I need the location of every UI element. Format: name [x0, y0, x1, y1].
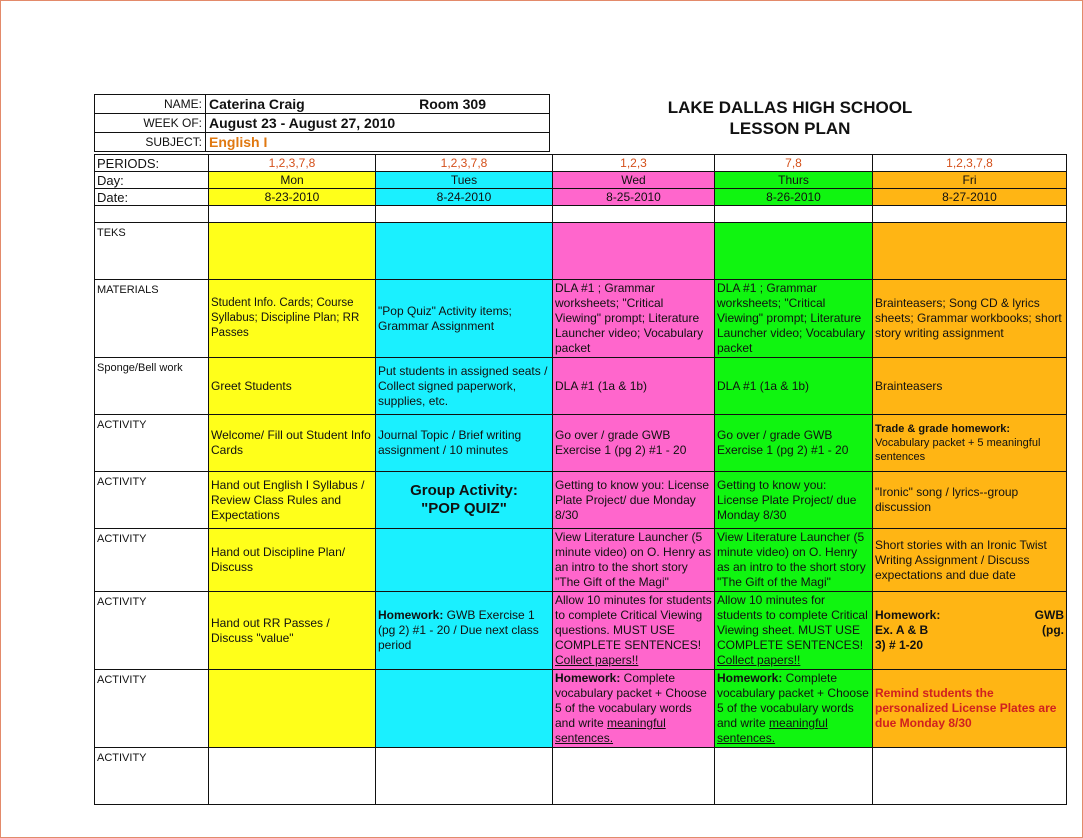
materials-thu: DLA #1 ; Grammar worksheets; "Critical Viewing" prompt; Literature Launcher video; Vocabulary packet [715, 280, 873, 358]
name-label: NAME: [95, 95, 206, 114]
wed-homework-text: Complete vocabulary packet + Choose 5 of the vocabulary words and write [555, 671, 707, 730]
fri-homework-line2 [875, 623, 1064, 638]
sponge-thu: DLA #1 (1a & 1b) [715, 358, 873, 415]
day-thu: Thurs [715, 172, 873, 189]
activity4-mon: Hand out RR Passes / Discuss "value" [209, 592, 376, 670]
activity1-tue: Journal Topic / Brief writing assignment / 10 minutes [376, 415, 553, 472]
activity3-mon: Hand out Discipline Plan/ Discuss [209, 529, 376, 592]
date-thu: 8-26-2010 [715, 189, 873, 206]
sponge-tue: Put students in assigned seats / Collect signed paperwork, supplies, etc. [376, 358, 553, 415]
room-number: Room 309 [419, 96, 486, 112]
activity4-fri [873, 592, 1067, 670]
activity1-fri [873, 415, 1067, 472]
activity5-thu [715, 670, 873, 748]
fri-homework-pg: (pg. [1042, 623, 1064, 637]
wed-homework-heading: Homework: [555, 671, 621, 685]
school-name: LAKE DALLAS HIGH SCHOOL [667, 98, 913, 117]
sponge-label: Sponge/Bell work [95, 358, 209, 415]
date-tue: 8-24-2010 [376, 189, 553, 206]
thu-critical-viewing-text: Allow 10 minutes for students to complete Critical Viewing sheet. MUST USE COMPLETE SENTENCES! [717, 593, 868, 652]
date-fri: 8-27-2010 [873, 189, 1067, 206]
periods-fri: 1,2,3,7,8 [873, 155, 1067, 172]
activity6-thu [715, 748, 873, 805]
activity-row-6 [95, 748, 1067, 805]
wed-critical-viewing-text: Allow 10 minutes for students to complete Critical Viewing questions. MUST USE COMPLETE SENTENCES! [555, 593, 712, 652]
sponge-row [95, 358, 1067, 415]
teks-tue [376, 223, 553, 280]
activity3-tue [376, 529, 553, 592]
teks-mon [209, 223, 376, 280]
thu-homework-heading: Homework: [717, 671, 783, 685]
activity2-tue [376, 472, 553, 529]
materials-fri: Brainteasers; Song CD & lyrics sheets; Grammar workbooks; short story writing assignment [873, 280, 1067, 358]
teks-row [95, 223, 1067, 280]
periods-tue: 1,2,3,7,8 [376, 155, 553, 172]
periods-label: PERIODS: [95, 155, 209, 172]
activity-label-4: ACTIVITY [95, 592, 209, 670]
day-fri: Fri [873, 172, 1067, 189]
thu-meaningful-sentences: meaningful sentences. [717, 716, 828, 745]
tue-homework-text: GWB Exercise 1 (pg 2) #1 - 20 / Due next class period [378, 608, 539, 652]
activity-label-1: ACTIVITY [95, 415, 209, 472]
activity2-mon: Hand out English I Syllabus / Review Class Rules and Expectations [209, 472, 376, 529]
day-tue: Tues [376, 172, 553, 189]
teks-wed [553, 223, 715, 280]
week-value: August 23 - August 27, 2010 [206, 114, 550, 133]
day-row [95, 172, 1067, 189]
date-mon: 8-23-2010 [209, 189, 376, 206]
activity4-thu [715, 592, 873, 670]
teacher-name: Caterina Craig [209, 96, 305, 112]
plan-title: LESSON PLAN [729, 119, 851, 138]
day-label: Day: [95, 172, 209, 189]
name-cell [206, 95, 550, 114]
date-wed: 8-25-2010 [553, 189, 715, 206]
periods-thu: 7,8 [715, 155, 873, 172]
day-wed: Wed [553, 172, 715, 189]
activity-row-2 [95, 472, 1067, 529]
activity1-thu: Go over / grade GWB Exercise 1 (pg 2) #1 - 20 [715, 415, 873, 472]
activity-row-3 [95, 529, 1067, 592]
thu-collect-papers: Collect papers!! [717, 653, 801, 667]
activity5-mon [209, 670, 376, 748]
activity-label-2: ACTIVITY [95, 472, 209, 529]
fri-homework-line1 [875, 608, 1064, 623]
trade-grade-text: Vocabulary packet + 5 meaningful sentences [875, 437, 1041, 463]
activity6-wed [553, 748, 715, 805]
periods-wed: 1,2,3 [553, 155, 715, 172]
activity6-fri [873, 748, 1067, 805]
school-title [600, 97, 980, 139]
group-activity-heading: Group Activity: [410, 482, 518, 499]
activity-row-4 [95, 592, 1067, 670]
activity2-fri: "Ironic" song / lyrics--group discussion [873, 472, 1067, 529]
fri-homework-end: 3) # 1-20 [875, 638, 924, 652]
materials-wed: DLA #1 ; Grammar worksheets; "Critical Viewing" prompt; Literature Launcher video; Vocabulary packet [553, 280, 715, 358]
teks-thu [715, 223, 873, 280]
date-label: Date: [95, 189, 209, 206]
activity6-tue [376, 748, 553, 805]
date-row [95, 189, 1067, 206]
sponge-wed: DLA #1 (1a & 1b) [553, 358, 715, 415]
activity3-fri: Short stories with an Ironic Twist Writing Assignment / Discuss expectations and due date [873, 529, 1067, 592]
subject-value: English I [206, 133, 550, 152]
thu-homework-text: Complete vocabulary packet + Choose 5 of the vocabulary words and write [717, 671, 869, 730]
week-label: WEEK OF: [95, 114, 206, 133]
materials-label: MATERIALS [95, 280, 209, 358]
teks-fri [873, 223, 1067, 280]
periods-mon: 1,2,3,7,8 [209, 155, 376, 172]
trade-grade-heading: Trade & grade homework: [875, 423, 1011, 435]
fri-homework-ex: Ex. A & B [875, 623, 929, 637]
activity-label-3: ACTIVITY [95, 529, 209, 592]
header-info-table [94, 94, 550, 152]
activity-row-1 [95, 415, 1067, 472]
sponge-fri: Brainteasers [873, 358, 1067, 415]
lesson-plan-grid [94, 154, 1067, 805]
fri-homework-gwb: GWB [1034, 608, 1064, 622]
wed-collect-papers: Collect papers!! [555, 653, 639, 667]
spacer-row [95, 206, 1067, 223]
activity-row-5 [95, 670, 1067, 748]
sponge-mon: Greet Students [209, 358, 376, 415]
activity5-wed [553, 670, 715, 748]
activity4-wed [553, 592, 715, 670]
activity2-thu: Getting to know you: License Plate Project/ due Monday 8/30 [715, 472, 873, 529]
activity4-tue [376, 592, 553, 670]
fri-homework-heading: Homework: [875, 608, 941, 622]
materials-mon: Student Info. Cards; Course Syllabus; Discipline Plan; RR Passes [209, 280, 376, 358]
periods-row [95, 155, 1067, 172]
day-mon: Mon [209, 172, 376, 189]
activity-label-6: ACTIVITY [95, 748, 209, 805]
teks-label: TEKS [95, 223, 209, 280]
activity2-wed: Getting to know you: License Plate Project/ due Monday 8/30 [553, 472, 715, 529]
tue-homework-heading: Homework: [378, 608, 444, 622]
activity3-wed: View Literature Launcher (5 minute video) on O. Henry as an intro to the short story "The Gift of the Magi" [553, 529, 715, 592]
activity5-fri: Remind students the personalized License Plates are due Monday 8/30 [873, 670, 1067, 748]
activity3-thu: View Literature Launcher (5 minute video) on O. Henry as an intro to the short story "The Gift of the Magi" [715, 529, 873, 592]
subject-label: SUBJECT: [95, 133, 206, 152]
materials-tue: "Pop Quiz" Activity items; Grammar Assignment [376, 280, 553, 358]
activity1-wed: Go over / grade GWB Exercise 1 (pg 2) #1 - 20 [553, 415, 715, 472]
pop-quiz-heading: "POP QUIZ" [421, 500, 507, 517]
activity1-mon: Welcome/ Fill out Student Info Cards [209, 415, 376, 472]
activity-label-5: ACTIVITY [95, 670, 209, 748]
materials-row [95, 280, 1067, 358]
wed-meaningful-sentences: meaningful sentences. [555, 716, 666, 745]
activity6-mon [209, 748, 376, 805]
activity5-tue [376, 670, 553, 748]
